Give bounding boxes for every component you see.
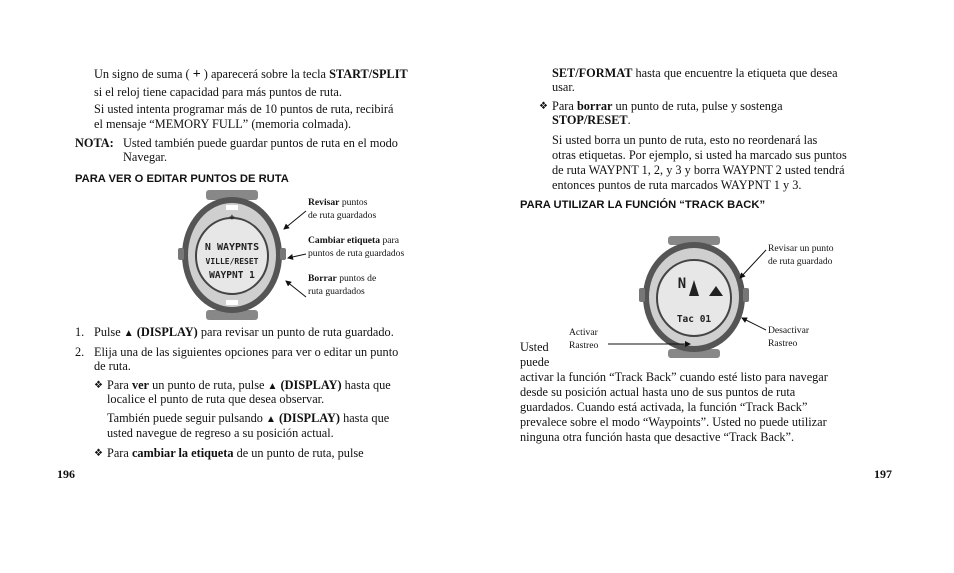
lcd-line-3: WAYPNT 1 xyxy=(209,270,255,281)
bullet-icon: ❖ xyxy=(94,380,103,391)
text: un punto de ruta, pulse y sostenga xyxy=(615,99,783,113)
callout-bold: Revisar xyxy=(308,197,340,208)
text: hasta que xyxy=(344,378,391,392)
set-format-line2: usar. xyxy=(552,80,575,94)
callout-arrow-borrar xyxy=(286,281,306,297)
callout-arrow-cambiar xyxy=(288,254,306,258)
up-arrow-icon: ▲ xyxy=(265,414,276,425)
lcd-line-2: VILLE/RESET xyxy=(205,257,259,266)
bullet-borrar-line1 xyxy=(552,99,783,114)
memory-paragraph-line1: Si usted intenta programar más de 10 puntos de ruta, recibirá xyxy=(94,102,394,116)
text: hasta que encuentre la etiqueta que desea xyxy=(635,66,838,80)
key-name: SET/FORMAT xyxy=(552,66,633,80)
bullet-borrar-line2 xyxy=(552,113,631,128)
key-name: START/SPLIT xyxy=(329,67,408,81)
callout-text: puntos de ruta guardados xyxy=(308,247,405,259)
plus-sign: + xyxy=(192,67,201,82)
callout-revisar-punto xyxy=(768,243,834,268)
callout-text: Revisar un punto xyxy=(768,243,834,254)
side-text-line2: puede xyxy=(520,355,550,369)
callout-text: de ruta guardado xyxy=(768,255,833,267)
text: ) aparecerá sobre la tecla xyxy=(203,67,326,81)
callout-arrows-right-figure xyxy=(590,244,770,354)
callout-text: Activar xyxy=(569,327,598,338)
list-item-2-number: 2. xyxy=(75,345,85,359)
text: para revisar un punto de ruta guardado. xyxy=(200,325,394,339)
callout-cambiar-etiqueta xyxy=(308,235,404,260)
side-text-line1: Usted xyxy=(520,340,549,354)
memory-paragraph-line2: el mensaje “MEMORY FULL” (memoria colmada). xyxy=(94,117,352,131)
callout-text: de ruta guardados xyxy=(308,209,377,221)
text: Un signo de suma ( xyxy=(94,67,190,81)
callout-text: para xyxy=(382,235,399,246)
list-item-2-line1: Elija una de las siguientes opciones para ver o editar un punto xyxy=(94,345,399,359)
callout-revisar xyxy=(308,197,376,222)
nota-label: NOTA: xyxy=(75,136,114,150)
bullet-icon: ❖ xyxy=(94,448,103,459)
section-heading-track-back: PARA UTILIZAR LA FUNCIÓN “TRACK BACK” xyxy=(520,199,766,211)
bold-text: cambiar la etiqueta xyxy=(131,446,234,460)
bullet-icon: ❖ xyxy=(539,101,548,112)
also-paragraph-line1 xyxy=(107,411,389,427)
text: hasta que xyxy=(343,411,390,425)
text: Para xyxy=(107,446,129,460)
bold-text: ver xyxy=(131,378,150,392)
callout-arrow-revisar xyxy=(284,211,306,229)
callout-arrow-desactivar xyxy=(742,318,766,330)
callout-text: Rastreo xyxy=(569,339,599,351)
delete-paragraph-line2: otras etiquetas. Por ejemplo, si usted ha marcado sus puntos xyxy=(552,148,847,162)
watch-side-button xyxy=(178,248,184,260)
key-name: STOP/RESET xyxy=(552,113,628,127)
callout-bold: Borrar xyxy=(308,273,337,284)
bold-text: borrar xyxy=(576,99,613,113)
callout-text: Desactivar xyxy=(768,325,810,336)
track-back-paragraph-line1: activar la función “Track Back” cuando esté listo para navegar xyxy=(520,370,828,384)
up-arrow-icon: ▲ xyxy=(123,328,134,339)
callout-text: ruta guardados xyxy=(308,285,365,297)
text: Pulse xyxy=(94,325,121,339)
set-format-line1 xyxy=(552,66,838,81)
key-name: (DISPLAY) xyxy=(278,411,340,425)
up-arrow-icon: ▲ xyxy=(267,381,278,392)
nota-line2: Navegar. xyxy=(123,150,168,164)
section-heading-view-edit: PARA VER O EDITAR PUNTOS DE RUTA xyxy=(75,173,289,185)
plus-sign-paragraph-line2: si el reloj tiene capacidad para más puntos de ruta. xyxy=(94,85,342,99)
page-number-left: 196 xyxy=(57,467,75,481)
callout-activar-rastreo xyxy=(569,327,598,352)
callout-text: Rastreo xyxy=(768,337,798,349)
plus-sign-paragraph-line1 xyxy=(94,67,408,82)
watch-screen xyxy=(196,218,268,294)
callout-arrow-revisar-punto xyxy=(740,250,766,278)
callout-desactivar-rastreo xyxy=(768,325,809,350)
text: Para xyxy=(552,99,574,113)
text: un punto de ruta, pulse xyxy=(152,378,265,392)
key-name: (DISPLAY) xyxy=(136,325,198,339)
track-back-paragraph-line2: desde su posición actual hasta uno de sus puntos de ruta xyxy=(520,385,796,399)
track-back-paragraph-line4: prevalece sobre el modo “Waypoints”. Usted no puede utilizar xyxy=(520,415,827,429)
bullet-ver-line2: localice el punto de ruta que desea observar. xyxy=(107,392,325,406)
delete-paragraph-line4: entonces puntos de ruta marcados WAYPNT 1 y 3. xyxy=(552,178,802,192)
callout-text: puntos de xyxy=(339,273,377,284)
lcd-bottom-line: Tac 01 xyxy=(676,314,712,325)
lcd-north-indicator: N xyxy=(677,276,687,292)
text: de un punto de ruta, pulse xyxy=(236,446,364,460)
list-item-2-line2: de ruta. xyxy=(94,359,131,373)
also-paragraph-line2: usted navegue de regreso a su posición actual. xyxy=(107,426,334,440)
lcd-line-1: N WAYPNTS xyxy=(204,242,260,253)
list-item-1 xyxy=(94,325,394,341)
list-item-1-number: 1. xyxy=(75,325,85,339)
track-back-paragraph-line5: ninguna otra función hasta que desactive “Track Back”. xyxy=(520,430,795,444)
callout-bold: Cambiar etiqueta xyxy=(308,235,381,246)
bezel-mark xyxy=(226,205,238,210)
key-name: (DISPLAY) xyxy=(280,378,342,392)
text: . xyxy=(627,113,631,127)
text: Para xyxy=(107,378,129,392)
nota-line1: Usted también puede guardar puntos de ruta en el modo xyxy=(123,136,398,150)
page-number-right: 197 xyxy=(874,467,892,481)
bullet-cambiar-etiqueta xyxy=(107,446,364,461)
delete-paragraph-line3: de ruta WAYPNT 1, 2, y 3 y borra WAYPNT 2 usted tendrá xyxy=(552,163,845,177)
track-back-paragraph-line3: guardados. Cuando está activada, la función “Track Back” xyxy=(520,400,808,414)
bezel-mark xyxy=(226,300,238,305)
lcd-plus-sign: + xyxy=(229,213,235,223)
text: También puede seguir pulsando xyxy=(107,411,263,425)
watch-illustration-waypoints xyxy=(176,190,288,320)
delete-paragraph-line1: Si usted borra un punto de ruta, esto no reordenará las xyxy=(552,133,818,147)
callout-text: puntos xyxy=(341,197,368,208)
callout-borrar xyxy=(308,273,376,298)
